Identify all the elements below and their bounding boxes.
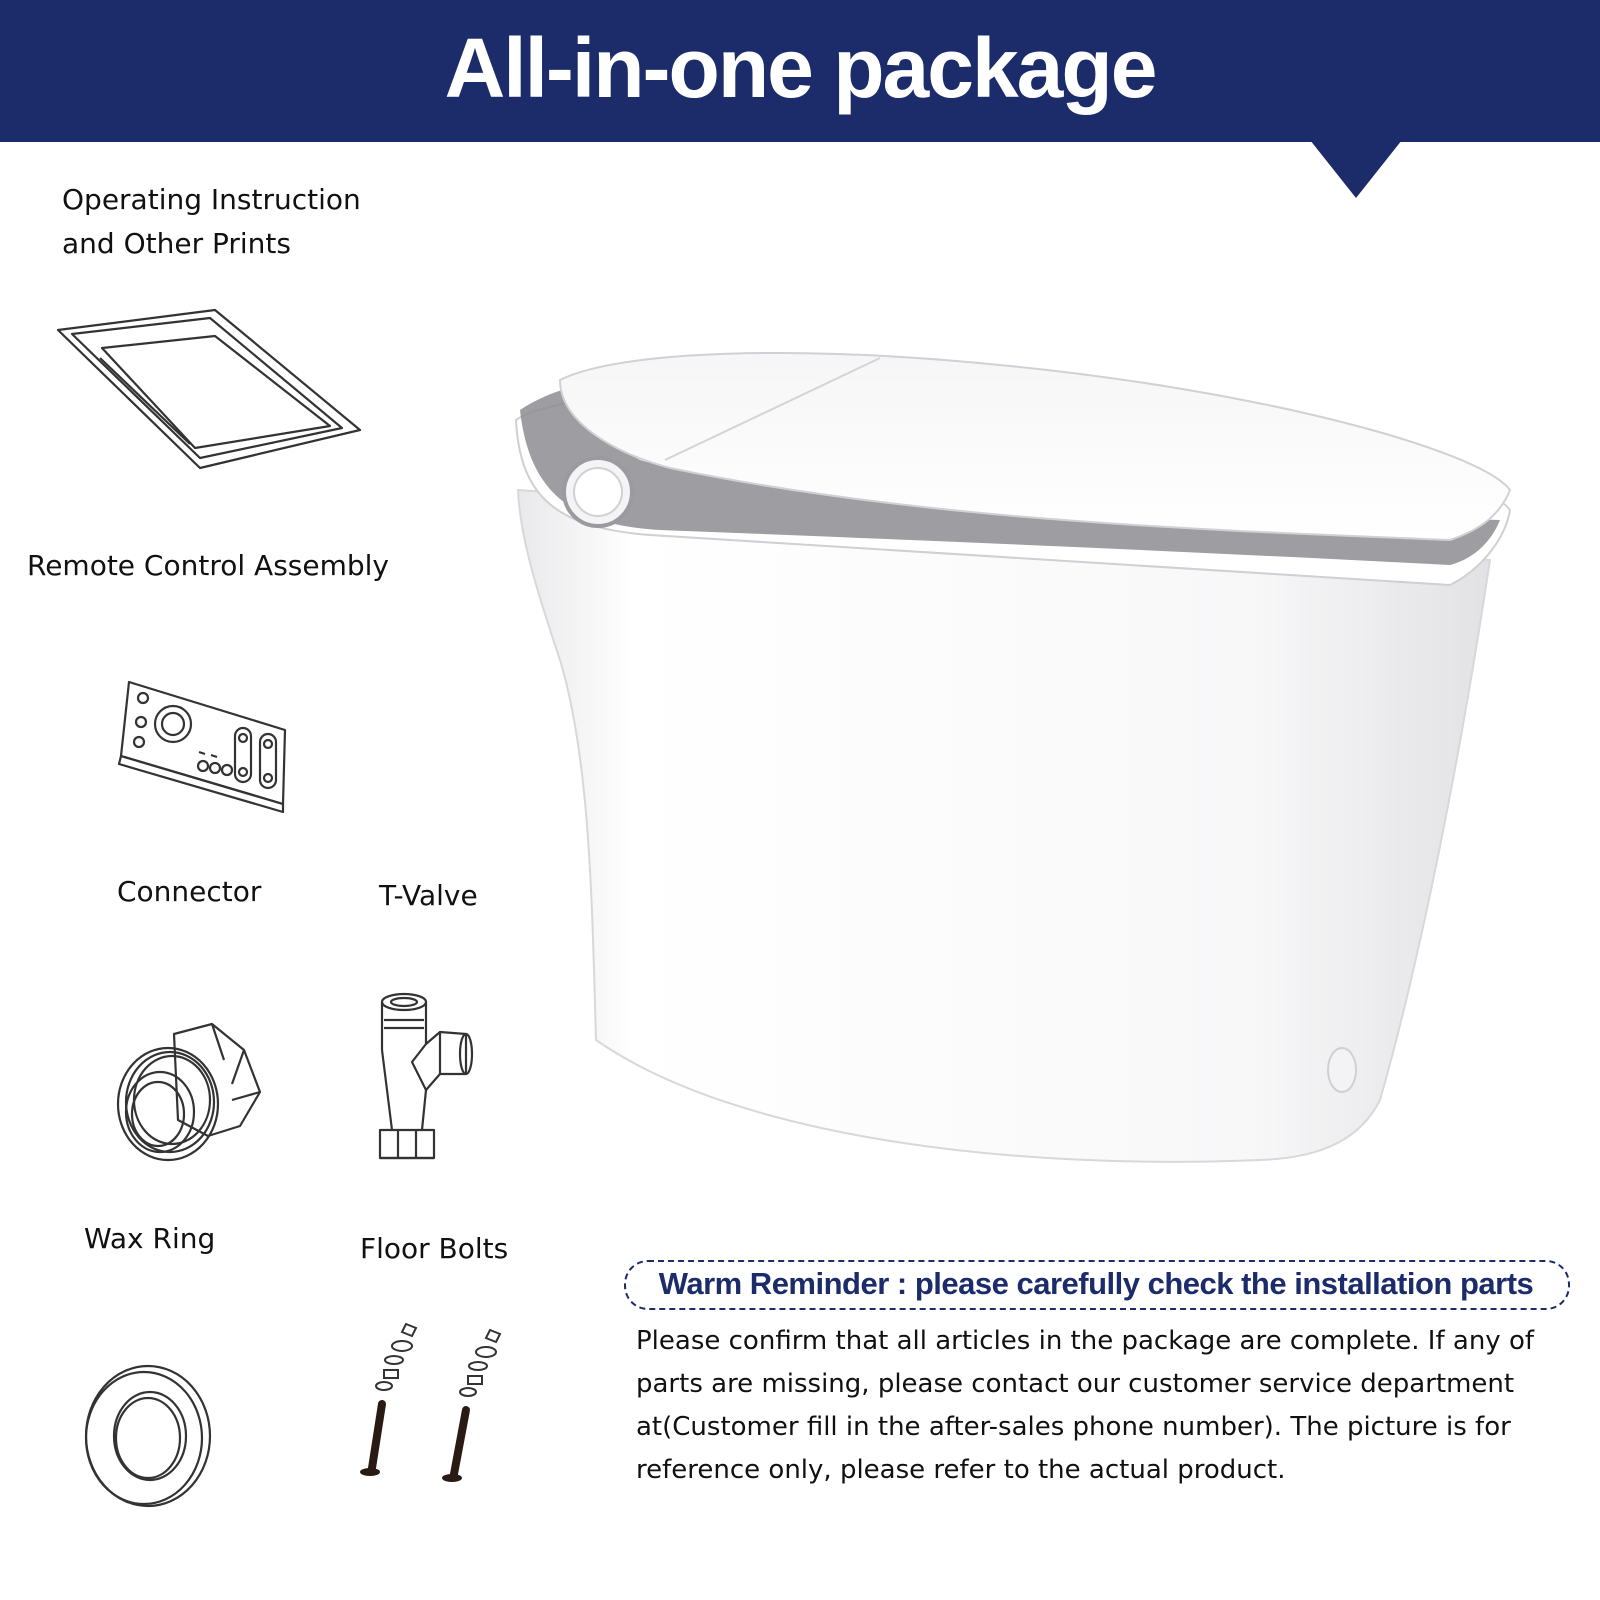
smart-toilet-image (500, 340, 1560, 1200)
part-label-connector: Connector (117, 875, 262, 908)
part-label-floor-bolts: Floor Bolts (360, 1232, 509, 1265)
banner-notch (1310, 140, 1402, 198)
connector-icon (112, 1020, 272, 1170)
part-label-line: Operating Instruction (62, 183, 361, 216)
part-label-wax-ring: Wax Ring (84, 1222, 216, 1255)
document-prints-icon (50, 300, 370, 480)
reminder-body: Please confirm that all articles in the package are complete. If any of parts are missing, please contact our customer service department at(Customer fill in the after-sales phone number). The picture is for reference only, please refer to the actual product. (636, 1326, 1535, 1485)
part-label-remote: Remote Control Assembly (27, 549, 390, 582)
wax-ring-icon (76, 1360, 216, 1510)
part-label-t-valve: T-Valve (379, 879, 478, 912)
t-valve-icon (370, 990, 480, 1170)
page-title: All-in-one package (444, 21, 1156, 115)
part-label-instructions (62, 178, 361, 266)
part-label-line: and Other Prints (62, 227, 291, 260)
floor-bolts-icon (350, 1320, 530, 1490)
remote-control-icon (115, 678, 295, 818)
reminder-title: Warm Reminder : please carefully check the installation parts (658, 1266, 1534, 1301)
